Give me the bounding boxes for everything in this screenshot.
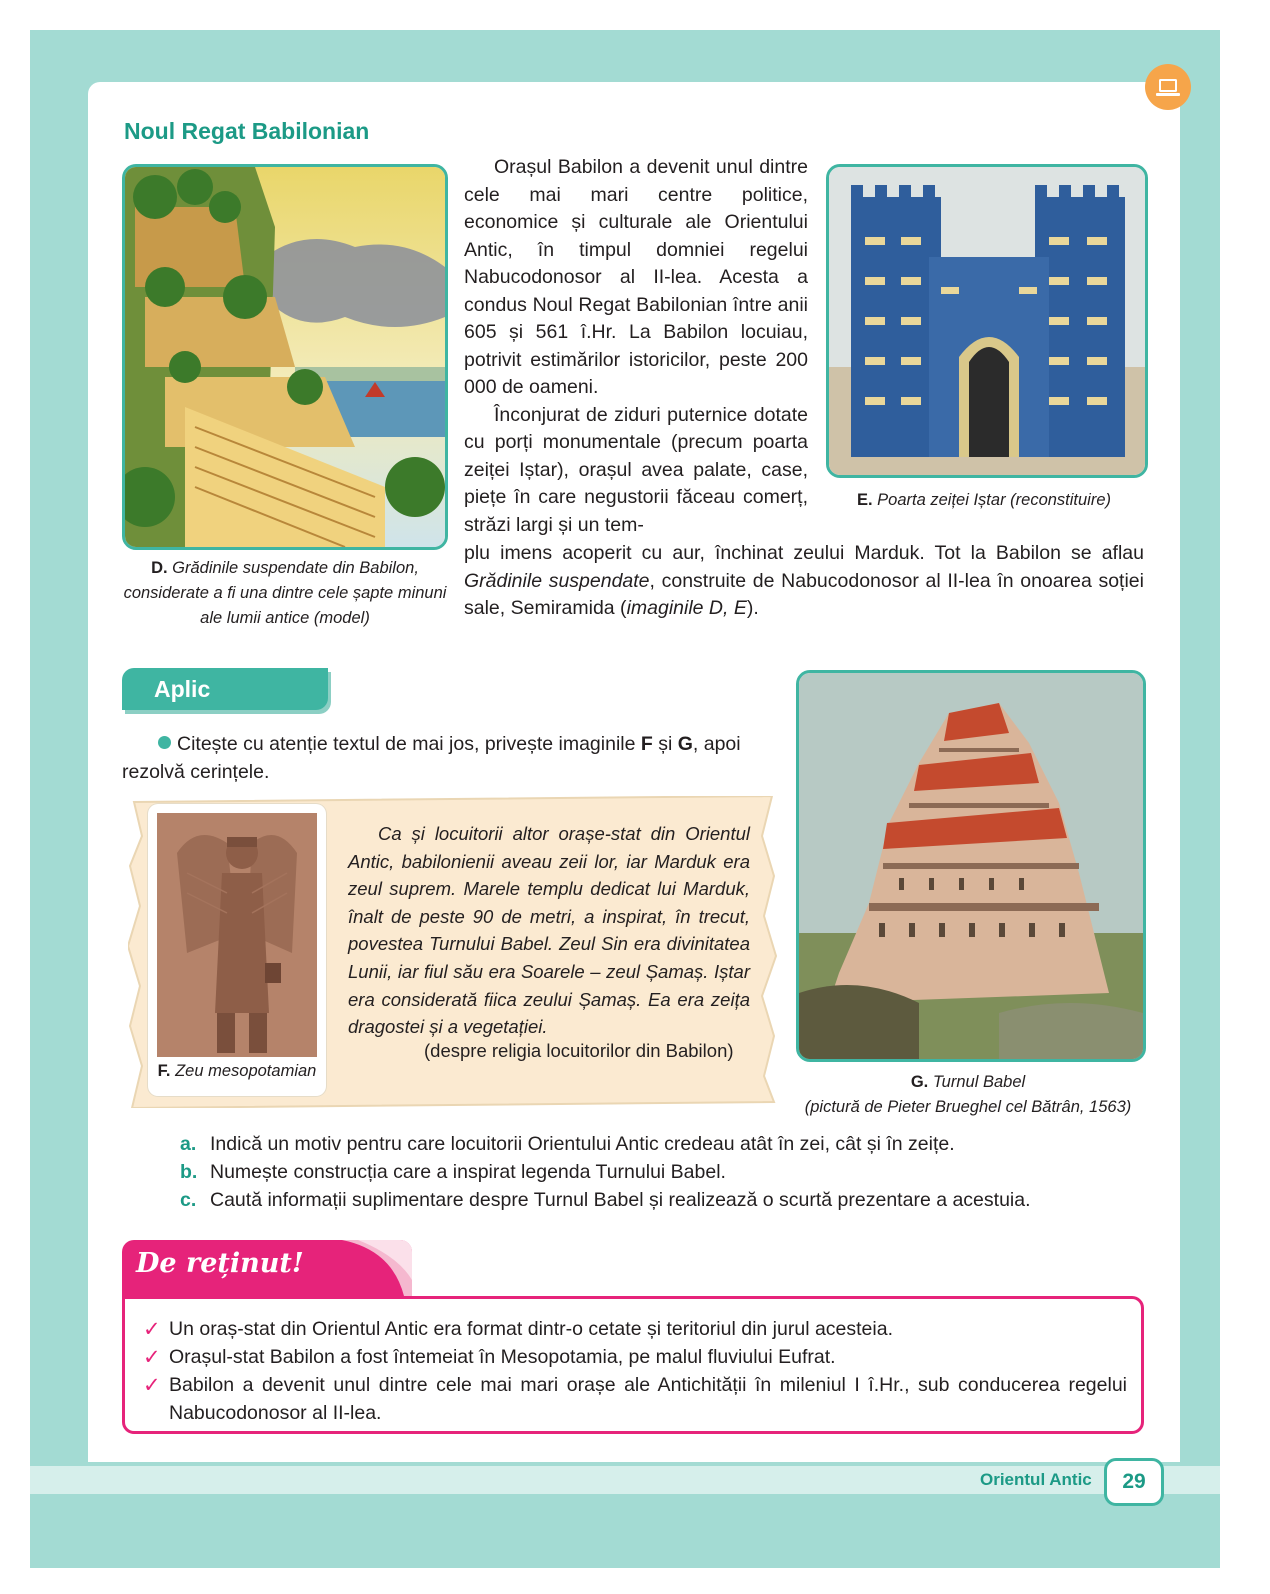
caption-f-text: Zeu mesopotamian bbox=[175, 1062, 317, 1080]
task-label: a. bbox=[180, 1133, 197, 1155]
image-ishtar-gate bbox=[826, 164, 1148, 478]
caption-d-letter: D. bbox=[151, 559, 168, 577]
retinut-list bbox=[141, 1315, 1127, 1427]
caption-f-letter: F. bbox=[157, 1062, 171, 1080]
paragraph-2-italic: Grădinile suspendate bbox=[464, 569, 650, 592]
source-text-box bbox=[128, 796, 778, 1108]
task-text: Caută informații suplimentare despre Turnul Babel și realizează o scurtă prezentare a acestuia. bbox=[210, 1189, 1031, 1211]
task-item bbox=[180, 1130, 1031, 1158]
paragraph-1: Orașul Babilon a devenit unul dintre cele mai mari centre politice, economice și culturale ale Orientului Antic, în timpul domniei regelui Nabucodonosor al II-lea. Acesta a condus Noul Regat Babilonian între anii 605 și 561 î.Hr. La Babilon locuiau, potrivit estimărilor istoricilor, peste 200 000 de oameni. bbox=[464, 156, 808, 398]
laptop-icon[interactable] bbox=[1145, 64, 1191, 110]
retinut-item-text: Un oraș-stat din Orientul Antic era format dintr-o cetate și teritoriul din jurul acesteia. bbox=[169, 1318, 893, 1340]
caption-g-detail: (pictură de Pieter Brueghel cel Bătrân, 1563) bbox=[804, 1098, 1132, 1116]
aplic-instruction bbox=[122, 730, 772, 786]
instruction-and: și bbox=[652, 733, 678, 755]
caption-e-text: Poarta zeiței Iștar (reconstituire) bbox=[877, 491, 1112, 509]
caption-g-title: Turnul Babel bbox=[932, 1073, 1026, 1091]
task-item bbox=[180, 1158, 1031, 1186]
retinut-title: De reținut! bbox=[136, 1248, 304, 1279]
instruction-ref-f: F bbox=[640, 733, 653, 755]
footer-chapter: Orientul Antic bbox=[980, 1470, 1092, 1489]
task-label: c. bbox=[180, 1189, 197, 1211]
paragraph-2-ref: imaginile D, E bbox=[626, 597, 747, 619]
figure-f-card bbox=[148, 804, 326, 1096]
paragraph-2-text-a: plu imens acoperit cu aur, închinat zeului Marduk. Tot la Babilon se aflau bbox=[464, 542, 1144, 564]
bullet-dot-icon bbox=[158, 736, 171, 749]
retinut-item-text: Orașul-stat Babilon a fost întemeiat în Mesopotamia, pe malul fluviului Eufrat. bbox=[169, 1346, 836, 1368]
image-hanging-gardens bbox=[122, 164, 448, 550]
instruction-text-b: , apoi rezolvă cerințele. bbox=[122, 733, 741, 783]
aplic-tab: Aplic bbox=[122, 668, 328, 710]
caption-d bbox=[120, 556, 450, 631]
task-text: Numește construcția care a inspirat legenda Turnului Babel. bbox=[210, 1161, 726, 1183]
section-title: Noul Regat Babilonian bbox=[124, 118, 370, 144]
paragraph-2-bottom bbox=[464, 540, 1144, 623]
paragraph-2-top: Înconjurat de ziduri puternice dotate cu porți monumentale (precum poarta zeiței Iștar), orașul avea palate, case, piețe în care negustorii făceau comerț, străzi largi și un tem- bbox=[464, 403, 808, 536]
task-list bbox=[180, 1130, 1031, 1214]
paragraph-2-end: ). bbox=[746, 597, 759, 619]
paragraph-2-text-b: , construite de Nabucodonosor al II-lea în onoarea soției sale, Semiramida ( bbox=[464, 569, 1144, 619]
paragraph-babylon-city bbox=[464, 154, 808, 539]
caption-g bbox=[790, 1070, 1146, 1120]
retinut-tab bbox=[122, 1240, 412, 1296]
page-number: 29 bbox=[1104, 1458, 1164, 1506]
task-text: Indică un motiv pentru care locuitorii Orientului Antic credeau atât în zei, cât și în zeițe. bbox=[210, 1133, 955, 1155]
caption-e bbox=[826, 488, 1142, 513]
check-icon: ✓ bbox=[143, 1374, 161, 1397]
task-item bbox=[180, 1186, 1031, 1214]
retinut-item bbox=[141, 1315, 1127, 1343]
check-icon: ✓ bbox=[143, 1318, 161, 1341]
caption-f bbox=[148, 1062, 326, 1081]
retinut-item bbox=[141, 1371, 1127, 1427]
retinut-item-text: Babilon a devenit unul dintre cele mai mari orașe ale Antichității în mileniul I î.Hr., sub conducerea regelui Nabucodonosor al II-lea. bbox=[169, 1374, 1127, 1424]
source-quote: Ca și locuitorii altor orașe-stat din Orientul Antic, babilonienii aveau zeii lor, iar Marduk era zeul suprem. Marele templu dedicat lui Marduk, înalt de peste 90 de metri, a inspirat, în trecut, povestea Turnului Babel. Zeul Sin era divinitatea Lunii, iar fiul său era Soarele – zeul Șamaș. Iștar era considerată fiica zeului Șamaș. Ea era zeița dragostei și a vegetației. bbox=[348, 823, 750, 1038]
retinut-item bbox=[141, 1343, 1127, 1371]
caption-g-letter: G. bbox=[910, 1073, 929, 1091]
instruction-ref-g: G bbox=[677, 733, 693, 755]
caption-e-letter: E. bbox=[856, 491, 873, 509]
caption-d-text: Grădinile suspendate din Babilon, considerate a fi una dintre cele șapte minuni ale lumii antice (model) bbox=[123, 559, 447, 627]
retinut-box bbox=[122, 1296, 1144, 1434]
source-attribution: (despre religia locuitorilor din Babilon) bbox=[424, 1040, 734, 1061]
task-label: b. bbox=[180, 1161, 198, 1183]
check-icon: ✓ bbox=[143, 1346, 161, 1369]
image-mesopotamian-god bbox=[157, 813, 317, 1057]
image-tower-of-babel bbox=[796, 670, 1146, 1062]
instruction-text-a: Citește cu atenție textul de mai jos, privește imaginile bbox=[177, 733, 641, 755]
